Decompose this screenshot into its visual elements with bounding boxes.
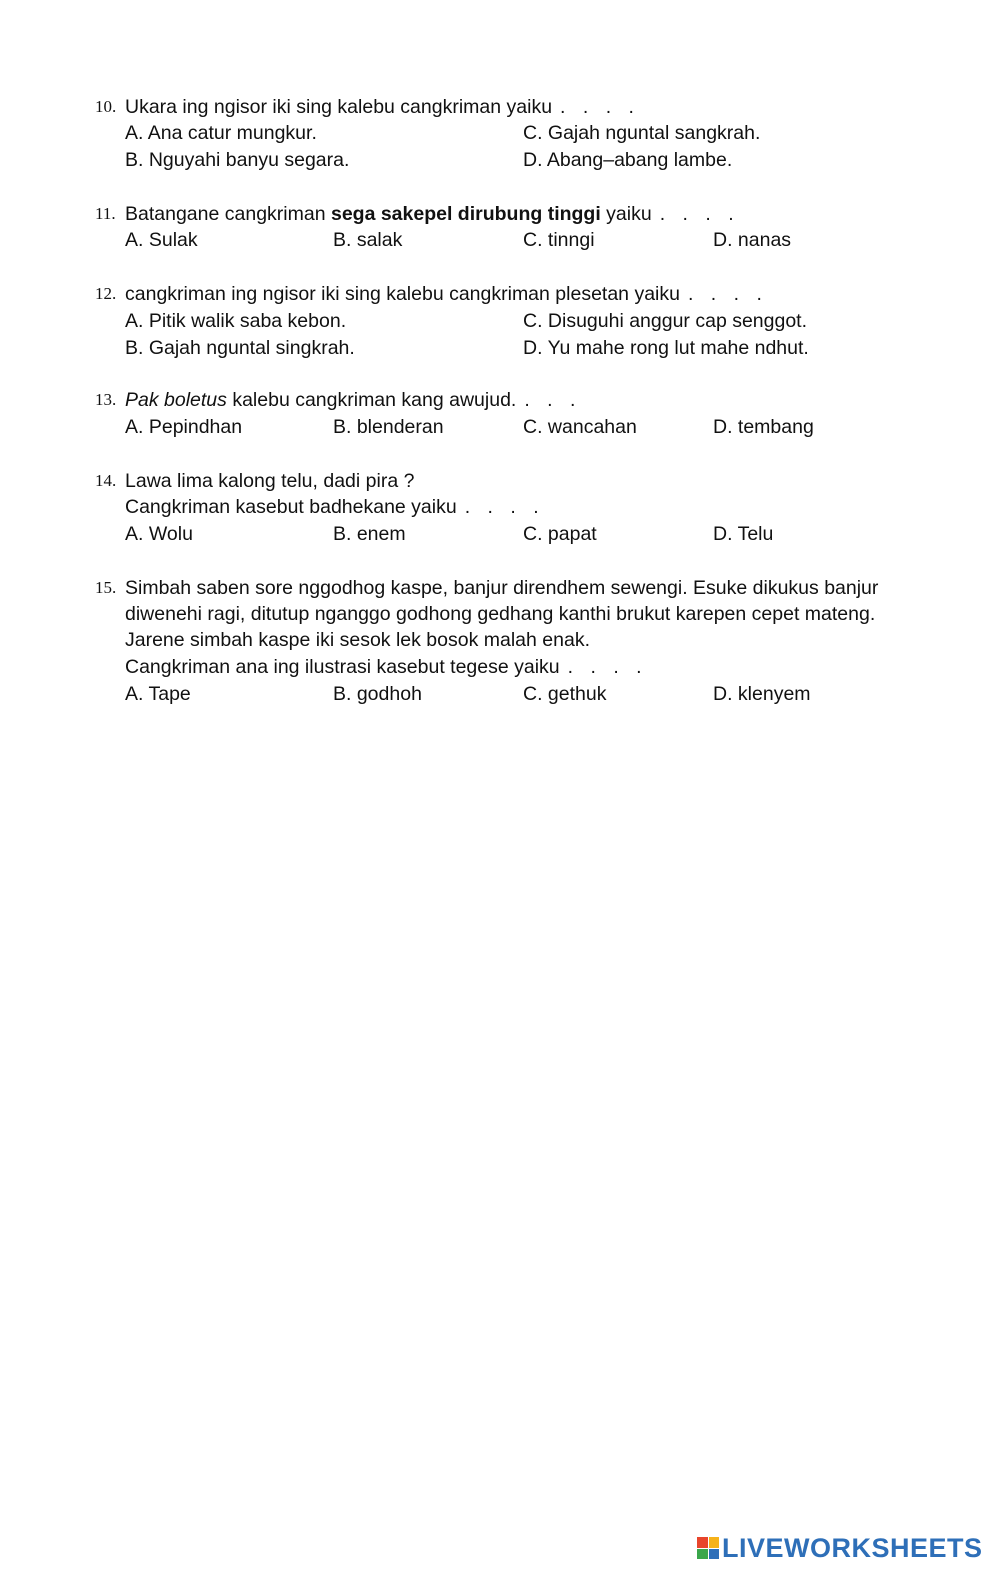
option-c: C. Disuguhi anggur cap senggot.: [523, 310, 808, 332]
option-a: A. Pitik walik saba kebon.: [125, 310, 347, 332]
question-number: 12.: [95, 284, 117, 303]
option-a: A. Sulak: [125, 229, 198, 251]
question-stem: Ukara ing ngisor iki sing kalebu cangkriman yaiku . . . .: [125, 96, 640, 118]
option-b: B. godhoh: [333, 683, 422, 705]
option-a: A. Ana catur mungkur.: [125, 122, 317, 144]
question-stem-line-1: Lawa lima kalong telu, dadi pira ?: [125, 470, 415, 492]
option-c: C. Gajah nguntal sangkrah.: [523, 122, 761, 144]
logo-square-yellow: [709, 1537, 720, 1548]
option-d: D. Telu: [713, 523, 774, 545]
option-b: B. blenderan: [333, 416, 444, 438]
question-stem-line-2: diwenehi ragi, ditutup nganggo godhong gedhang kanthi brukut karepen cepet mateng.: [125, 603, 876, 625]
option-b: B. enem: [333, 523, 406, 545]
logo-square-blue: [709, 1549, 720, 1560]
question-number: 10.: [95, 97, 117, 116]
option-b: B. Gajah nguntal singkrah.: [125, 337, 355, 359]
brand-name: LIVEWORKSHEETS: [722, 1532, 983, 1563]
option-d: D. Abang–abang lambe.: [523, 149, 733, 171]
question-number: 13.: [95, 390, 117, 409]
option-d: D. Yu mahe rong lut mahe ndhut.: [523, 337, 809, 359]
question-stem: cangkriman ing ngisor iki sing kalebu cangkriman plesetan yaiku . . . .: [125, 283, 768, 305]
question-number: 14.: [95, 471, 117, 490]
option-a: A. Tape: [125, 683, 191, 705]
logo-grid-icon: [697, 1537, 719, 1559]
option-c: C. papat: [523, 523, 597, 545]
question-number: 15.: [95, 578, 117, 597]
question-stem-line-1: Simbah saben sore nggodhog kaspe, banjur direndhem sewengi. Esuke dikukus banjur: [125, 577, 879, 599]
option-d: D. nanas: [713, 229, 792, 251]
option-a: A. Pepindhan: [125, 416, 243, 438]
option-b: B. salak: [333, 229, 403, 251]
option-c: C. tinngi: [523, 229, 595, 251]
option-d: D. klenyem: [713, 683, 811, 705]
question-stem: Batangane cangkriman sega sakepel dirubung tinggi yaiku . . . .: [125, 203, 740, 225]
logo-square-green: [697, 1549, 708, 1560]
liveworksheets-logo[interactable]: [697, 1534, 983, 1562]
question-stem: Pak boletus kalebu cangkriman kang awujud. . . .: [125, 389, 582, 411]
logo-square-red: [697, 1537, 708, 1548]
option-b: B. Nguyahi banyu segara.: [125, 149, 350, 171]
question-stem-line-3: Jarene simbah kaspe iki sesok lek bosok malah enak.: [125, 629, 590, 651]
option-c: C. gethuk: [523, 683, 607, 705]
question-stem-line-4: Cangkriman ana ing ilustrasi kasebut tegese yaiku . . . .: [125, 656, 648, 678]
question-number: 11.: [95, 204, 116, 223]
option-a: A. Wolu: [125, 523, 193, 545]
option-c: C. wancahan: [523, 416, 637, 438]
question-stem-line-2: Cangkriman kasebut badhekane yaiku . . . .: [125, 496, 545, 518]
option-d: D. tembang: [713, 416, 814, 438]
